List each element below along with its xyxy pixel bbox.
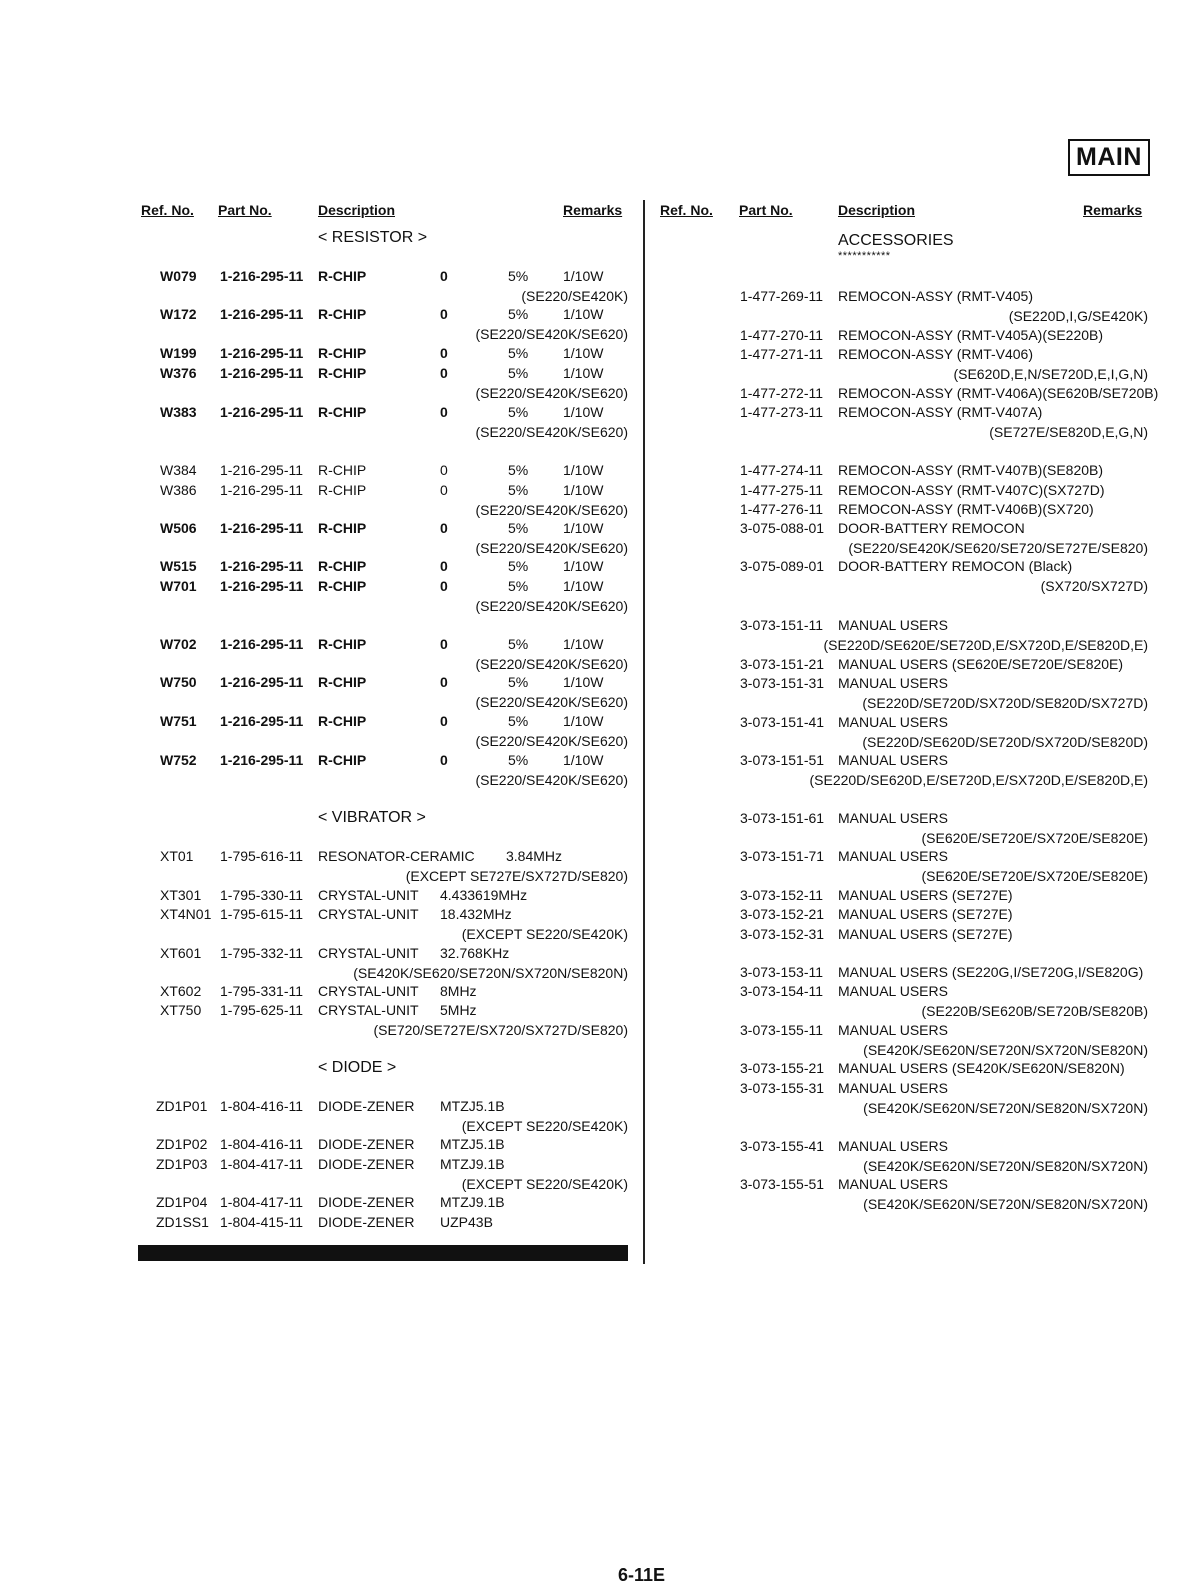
- left-header-desc: Description: [318, 202, 396, 218]
- resistor-part: 1-216-295-11: [220, 578, 304, 594]
- accessory-desc: MANUAL USERS (SE727E): [838, 906, 1013, 922]
- resistor-desc: R-CHIP: [318, 636, 367, 652]
- accessory-desc: MANUAL USERS: [838, 714, 948, 730]
- accessory-part: 3-073-151-11: [740, 617, 824, 633]
- accessory-remarks: (SE220B/SE620B/SE720B/SE820B): [921, 1003, 1148, 1019]
- resistor-desc: R-CHIP: [318, 404, 367, 420]
- diode-remarks: (EXCEPT SE220/SE420K): [461, 1118, 628, 1134]
- right-header-desc: Description: [838, 202, 916, 218]
- accessory-desc: REMOCON-ASSY (RMT-V407A): [838, 404, 1043, 420]
- resistor-desc: R-CHIP: [318, 345, 367, 361]
- resistor-desc: R-CHIP: [318, 558, 367, 574]
- resistor-tolerance: 5%: [508, 462, 529, 478]
- accessory-remarks: (SE727E/SE820D,E,G,N): [989, 424, 1148, 440]
- accessory-desc: MANUAL USERS: [838, 810, 948, 826]
- resistor-desc: R-CHIP: [318, 713, 367, 729]
- resistor-remarks: (SE220/SE420K/SE620): [475, 424, 628, 440]
- accessory-desc: MANUAL USERS: [838, 675, 948, 691]
- vibrator-desc: CRYSTAL-UNIT: [318, 1002, 419, 1018]
- end-bar: [138, 1245, 628, 1261]
- accessory-remarks: (SE420K/SE620N/SE720N/SX720N/SE820N): [863, 1042, 1148, 1058]
- vibrator-ref: XT01: [160, 848, 194, 864]
- resistor-tolerance: 5%: [508, 365, 529, 381]
- resistor-value: 0: [440, 268, 448, 284]
- resistor-remarks: (SE220/SE420K): [521, 288, 628, 304]
- resistor-value: 0: [440, 752, 448, 768]
- resistor-power: 1/10W: [563, 520, 604, 536]
- section-badge: MAIN: [1068, 139, 1150, 176]
- resistor-power: 1/10W: [563, 482, 604, 498]
- resistor-part: 1-216-295-11: [220, 713, 304, 729]
- resistor-power: 1/10W: [563, 306, 604, 322]
- accessory-part: 3-073-152-21: [740, 906, 825, 922]
- accessory-remarks: (SE220D/SE620D/SE720D/SX720D/SE820D): [862, 734, 1148, 750]
- accessory-part: 3-073-151-51: [740, 752, 825, 768]
- accessory-desc: MANUAL USERS (SE620E/SE720E/SE820E): [838, 656, 1124, 672]
- resistor-ref: W701: [160, 578, 197, 594]
- vibrator-desc: CRYSTAL-UNIT: [318, 887, 419, 903]
- resistor-desc: R-CHIP: [318, 752, 367, 768]
- accessory-desc: MANUAL USERS (SE220G,I/SE720G,I/SE820G): [838, 964, 1144, 980]
- accessory-part: 3-073-151-71: [740, 848, 825, 864]
- page-number: 6-11E: [618, 1565, 666, 1585]
- accessory-desc: REMOCON-ASSY (RMT-V406A)(SE620B/SE720B): [838, 385, 1159, 401]
- right-header-ref: Ref. No.: [660, 202, 713, 218]
- resistor-tolerance: 5%: [508, 482, 529, 498]
- accessory-part: 3-073-154-11: [740, 983, 824, 999]
- diode-ref: ZD1P03: [156, 1156, 208, 1172]
- accessory-remarks: (SE220D/SE720D/SX720D/SE820D/SX727D): [862, 695, 1148, 711]
- accessory-part: 3-073-151-61: [740, 810, 825, 826]
- resistor-ref: W506: [160, 520, 197, 536]
- accessory-remarks: (SE620E/SE720E/SX720E/SE820E): [921, 868, 1148, 884]
- resistor-ref: W384: [160, 462, 197, 478]
- diode-part: 1-804-417-11: [220, 1194, 304, 1210]
- resistor-ref: W199: [160, 345, 197, 361]
- resistor-value: 0: [440, 558, 448, 574]
- vibrator-desc: CRYSTAL-UNIT: [318, 983, 419, 999]
- resistor-power: 1/10W: [563, 268, 604, 284]
- accessory-part: 3-073-151-41: [740, 714, 825, 730]
- diode-value: UZP43B: [440, 1214, 493, 1230]
- resistor-desc: R-CHIP: [318, 520, 367, 536]
- accessory-desc: MANUAL USERS: [838, 617, 948, 633]
- accessory-desc: MANUAL USERS (SE727E): [838, 926, 1013, 942]
- accessory-desc: REMOCON-ASSY (RMT-V405A)(SE220B): [838, 327, 1104, 343]
- vibrator-ref: XT750: [160, 1002, 202, 1018]
- resistor-ref: W383: [160, 404, 197, 420]
- resistor-power: 1/10W: [563, 404, 604, 420]
- resistor-desc: R-CHIP: [318, 306, 367, 322]
- accessory-part: 3-073-152-31: [740, 926, 825, 942]
- resistor-value: 0: [440, 636, 448, 652]
- left-header-ref: Ref. No.: [141, 202, 194, 218]
- accessory-remarks: (SE420K/SE620N/SE720N/SE820N/SX720N): [863, 1196, 1148, 1212]
- resistor-ref: W079: [160, 268, 197, 284]
- diode-desc: DIODE-ZENER: [318, 1214, 415, 1230]
- vibrator-ref: XT601: [160, 945, 202, 961]
- left-header-remarks: Remarks: [563, 202, 623, 218]
- accessory-part: 3-073-152-11: [740, 887, 824, 903]
- resistor-remarks: (SE220/SE420K/SE620): [475, 733, 628, 749]
- accessory-part: 1-477-273-11: [740, 404, 824, 420]
- accessory-desc: MANUAL USERS: [838, 1138, 948, 1154]
- resistor-tolerance: 5%: [508, 578, 529, 594]
- diode-desc: DIODE-ZENER: [318, 1136, 415, 1152]
- accessory-desc: REMOCON-ASSY (RMT-V406B)(SX720): [838, 501, 1094, 517]
- resistor-power: 1/10W: [563, 713, 604, 729]
- resistor-power: 1/10W: [563, 578, 604, 594]
- resistor-tolerance: 5%: [508, 268, 529, 284]
- accessory-remarks: (SE420K/SE620N/SE720N/SE820N/SX720N): [863, 1158, 1148, 1174]
- resistor-desc: R-CHIP: [318, 462, 367, 478]
- accessories-underline: ***********: [838, 250, 891, 262]
- resistor-part: 1-216-295-11: [220, 462, 304, 478]
- vibrator-desc: CRYSTAL-UNIT: [318, 945, 419, 961]
- resistor-ref: W515: [160, 558, 197, 574]
- accessory-part: 3-073-151-31: [740, 675, 825, 691]
- resistor-value: 0: [440, 462, 448, 478]
- diode-ref: ZD1P04: [156, 1194, 208, 1210]
- resistor-value: 0: [440, 674, 448, 690]
- right-header-remarks: Remarks: [1083, 202, 1143, 218]
- resistor-tolerance: 5%: [508, 404, 529, 420]
- accessory-desc: REMOCON-ASSY (RMT-V407B)(SE820B): [838, 462, 1104, 478]
- resistor-remarks: (SE220/SE420K/SE620): [475, 385, 628, 401]
- resistor-power: 1/10W: [563, 345, 604, 361]
- vibrator-ref: XT301: [160, 887, 202, 903]
- accessories-title: ACCESSORIES: [838, 232, 954, 249]
- resistor-remarks: (SE220/SE420K/SE620): [475, 656, 628, 672]
- diode-value: MTZJ5.1B: [440, 1098, 505, 1114]
- resistor-desc: R-CHIP: [318, 268, 367, 284]
- vibrator-ref: XT4N01: [160, 906, 212, 922]
- resistor-remarks: (SE220/SE420K/SE620): [475, 772, 628, 788]
- diode-desc: DIODE-ZENER: [318, 1156, 415, 1172]
- vibrator-value: 18.432MHz: [440, 906, 512, 922]
- accessory-remarks: (SE220D,I,G/SE420K): [1008, 308, 1148, 324]
- accessory-desc: MANUAL USERS (SE727E): [838, 887, 1013, 903]
- resistor-tolerance: 5%: [508, 713, 529, 729]
- vibrator-remarks: (EXCEPT SE220/SE420K): [461, 926, 628, 942]
- vibrator-part: 1-795-615-11: [220, 906, 304, 922]
- accessory-desc: MANUAL USERS: [838, 1176, 948, 1192]
- accessory-part: 3-073-155-51: [740, 1176, 825, 1192]
- accessory-remarks: (SE220/SE420K/SE620/SE720/SE727E/SE820): [848, 540, 1148, 556]
- accessory-desc: MANUAL USERS: [838, 848, 948, 864]
- accessory-part: 1-477-274-11: [740, 462, 824, 478]
- accessory-part: 3-073-153-11: [740, 964, 824, 980]
- accessory-remarks: (SE620E/SE720E/SX720E/SE820E): [921, 830, 1148, 846]
- vibrator-part: 1-795-332-11: [220, 945, 304, 961]
- vibrator-value: 8MHz: [440, 983, 477, 999]
- vibrator-desc: RESONATOR-CERAMIC: [318, 848, 475, 864]
- diode-part: 1-804-415-11: [220, 1214, 304, 1230]
- resistor-tolerance: 5%: [508, 636, 529, 652]
- accessory-part: 1-477-272-11: [740, 385, 824, 401]
- left-header-part: Part No.: [218, 202, 272, 218]
- accessory-desc: MANUAL USERS: [838, 983, 948, 999]
- resistor-part: 1-216-295-11: [220, 268, 304, 284]
- accessory-desc: MANUAL USERS: [838, 1022, 948, 1038]
- accessory-desc: REMOCON-ASSY (RMT-V406): [838, 346, 1033, 362]
- resistor-part: 1-216-295-11: [220, 404, 304, 420]
- resistor-part: 1-216-295-11: [220, 558, 304, 574]
- vibrator-remarks: (SE420K/SE620/SE720N/SX720N/SE820N): [353, 965, 628, 981]
- diode-section-title: < DIODE >: [318, 1059, 397, 1076]
- accessory-part: 3-073-155-41: [740, 1138, 825, 1154]
- accessory-desc: REMOCON-ASSY (RMT-V407C)(SX727D): [838, 482, 1105, 498]
- right-header-part: Part No.: [739, 202, 793, 218]
- diode-desc: DIODE-ZENER: [318, 1098, 415, 1114]
- accessory-part: 1-477-269-11: [740, 288, 824, 304]
- resistor-tolerance: 5%: [508, 306, 529, 322]
- accessory-part: 3-075-088-01: [740, 520, 825, 536]
- resistor-remarks: (SE220/SE420K/SE620): [475, 540, 628, 556]
- resistor-ref: W172: [160, 306, 197, 322]
- diode-value: MTZJ5.1B: [440, 1136, 505, 1152]
- resistor-tolerance: 5%: [508, 558, 529, 574]
- diode-ref: ZD1P01: [156, 1098, 208, 1114]
- vibrator-value: 5MHz: [440, 1002, 477, 1018]
- vibrator-ref: XT602: [160, 983, 202, 999]
- resistor-remarks: (SE220/SE420K/SE620): [475, 502, 628, 518]
- vibrator-remarks: (SE720/SE727E/SX720/SX727D/SE820): [373, 1022, 628, 1038]
- resistor-power: 1/10W: [563, 365, 604, 381]
- resistor-value: 0: [440, 520, 448, 536]
- accessory-desc: DOOR-BATTERY REMOCON: [838, 520, 1025, 536]
- resistor-value: 0: [440, 365, 448, 381]
- resistor-ref: W750: [160, 674, 197, 690]
- accessory-remarks: (SE220D/SE620E/SE720D,E/SX720D,E/SE820D,E): [823, 637, 1148, 653]
- accessory-part: 3-073-151-21: [740, 656, 825, 672]
- resistor-part: 1-216-295-11: [220, 482, 304, 498]
- resistor-tolerance: 5%: [508, 345, 529, 361]
- accessory-desc: MANUAL USERS: [838, 752, 948, 768]
- resistor-power: 1/10W: [563, 674, 604, 690]
- accessory-part: 3-073-155-31: [740, 1080, 825, 1096]
- resistor-remarks: (SE220/SE420K/SE620): [475, 598, 628, 614]
- resistor-power: 1/10W: [563, 636, 604, 652]
- vibrator-section-title: < VIBRATOR >: [318, 809, 426, 826]
- resistor-power: 1/10W: [563, 558, 604, 574]
- diode-remarks: (EXCEPT SE220/SE420K): [461, 1176, 628, 1192]
- resistor-part: 1-216-295-11: [220, 365, 304, 381]
- resistor-ref: W751: [160, 713, 197, 729]
- vibrator-value: 3.84MHz: [506, 848, 563, 864]
- resistor-desc: R-CHIP: [318, 365, 367, 381]
- resistor-remarks: (SE220/SE420K/SE620): [475, 326, 628, 342]
- accessory-part: 3-073-155-21: [740, 1060, 825, 1076]
- resistor-part: 1-216-295-11: [220, 306, 304, 322]
- accessory-remarks: (SE420K/SE620N/SE720N/SE820N/SX720N): [863, 1100, 1148, 1116]
- vibrator-value: 4.433619MHz: [440, 887, 528, 903]
- resistor-desc: R-CHIP: [318, 674, 367, 690]
- vibrator-desc: CRYSTAL-UNIT: [318, 906, 419, 922]
- accessory-desc: MANUAL USERS (SE420K/SE620N/SE820N): [838, 1060, 1125, 1076]
- diode-value: MTZJ9.1B: [440, 1156, 505, 1172]
- diode-desc: DIODE-ZENER: [318, 1194, 415, 1210]
- resistor-tolerance: 5%: [508, 752, 529, 768]
- resistor-remarks: (SE220/SE420K/SE620): [475, 694, 628, 710]
- resistor-tolerance: 5%: [508, 520, 529, 536]
- accessory-desc: REMOCON-ASSY (RMT-V405): [838, 288, 1033, 304]
- resistor-value: 0: [440, 345, 448, 361]
- diode-part: 1-804-416-11: [220, 1098, 304, 1114]
- accessory-part: 1-477-271-11: [740, 346, 824, 362]
- accessory-part: 3-073-155-11: [740, 1022, 824, 1038]
- resistor-part: 1-216-295-11: [220, 674, 304, 690]
- accessory-part: 3-075-089-01: [740, 558, 825, 574]
- resistor-value: 0: [440, 482, 448, 498]
- resistor-part: 1-216-295-11: [220, 636, 304, 652]
- resistor-desc: R-CHIP: [318, 578, 367, 594]
- resistor-value: 0: [440, 404, 448, 420]
- accessory-remarks: (SE620D,E,N/SE720D,E,I,G,N): [953, 366, 1148, 382]
- resistor-ref: W376: [160, 365, 197, 381]
- diode-ref: ZD1SS1: [156, 1214, 209, 1230]
- resistor-ref: W752: [160, 752, 197, 768]
- resistor-value: 0: [440, 306, 448, 322]
- vibrator-part: 1-795-330-11: [220, 887, 304, 903]
- resistor-ref: W702: [160, 636, 197, 652]
- resistor-ref: W386: [160, 482, 197, 498]
- resistor-value: 0: [440, 578, 448, 594]
- accessory-desc: DOOR-BATTERY REMOCON (Black): [838, 558, 1073, 574]
- resistor-desc: R-CHIP: [318, 482, 367, 498]
- diode-ref: ZD1P02: [156, 1136, 208, 1152]
- resistor-section-title: < RESISTOR >: [318, 229, 428, 246]
- accessory-remarks: (SX720/SX727D): [1040, 578, 1148, 594]
- vibrator-part: 1-795-625-11: [220, 1002, 304, 1018]
- diode-part: 1-804-417-11: [220, 1156, 304, 1172]
- accessory-desc: MANUAL USERS: [838, 1080, 948, 1096]
- vibrator-value: 32.768KHz: [440, 945, 510, 961]
- resistor-part: 1-216-295-11: [220, 752, 304, 768]
- vibrator-part: 1-795-331-11: [220, 983, 304, 999]
- resistor-tolerance: 5%: [508, 674, 529, 690]
- resistor-part: 1-216-295-11: [220, 345, 304, 361]
- vibrator-remarks: (EXCEPT SE727E/SX727D/SE820): [405, 868, 628, 884]
- resistor-power: 1/10W: [563, 462, 604, 478]
- resistor-value: 0: [440, 713, 448, 729]
- resistor-power: 1/10W: [563, 752, 604, 768]
- resistor-part: 1-216-295-11: [220, 520, 304, 536]
- accessory-part: 1-477-275-11: [740, 482, 824, 498]
- diode-value: MTZJ9.1B: [440, 1194, 505, 1210]
- accessory-remarks: (SE220D/SE620D,E/SE720D,E/SX720D,E/SE820D,E): [809, 772, 1148, 788]
- diode-part: 1-804-416-11: [220, 1136, 304, 1152]
- accessory-part: 1-477-276-11: [740, 501, 824, 517]
- vibrator-part: 1-795-616-11: [220, 848, 304, 864]
- accessory-part: 1-477-270-11: [740, 327, 824, 343]
